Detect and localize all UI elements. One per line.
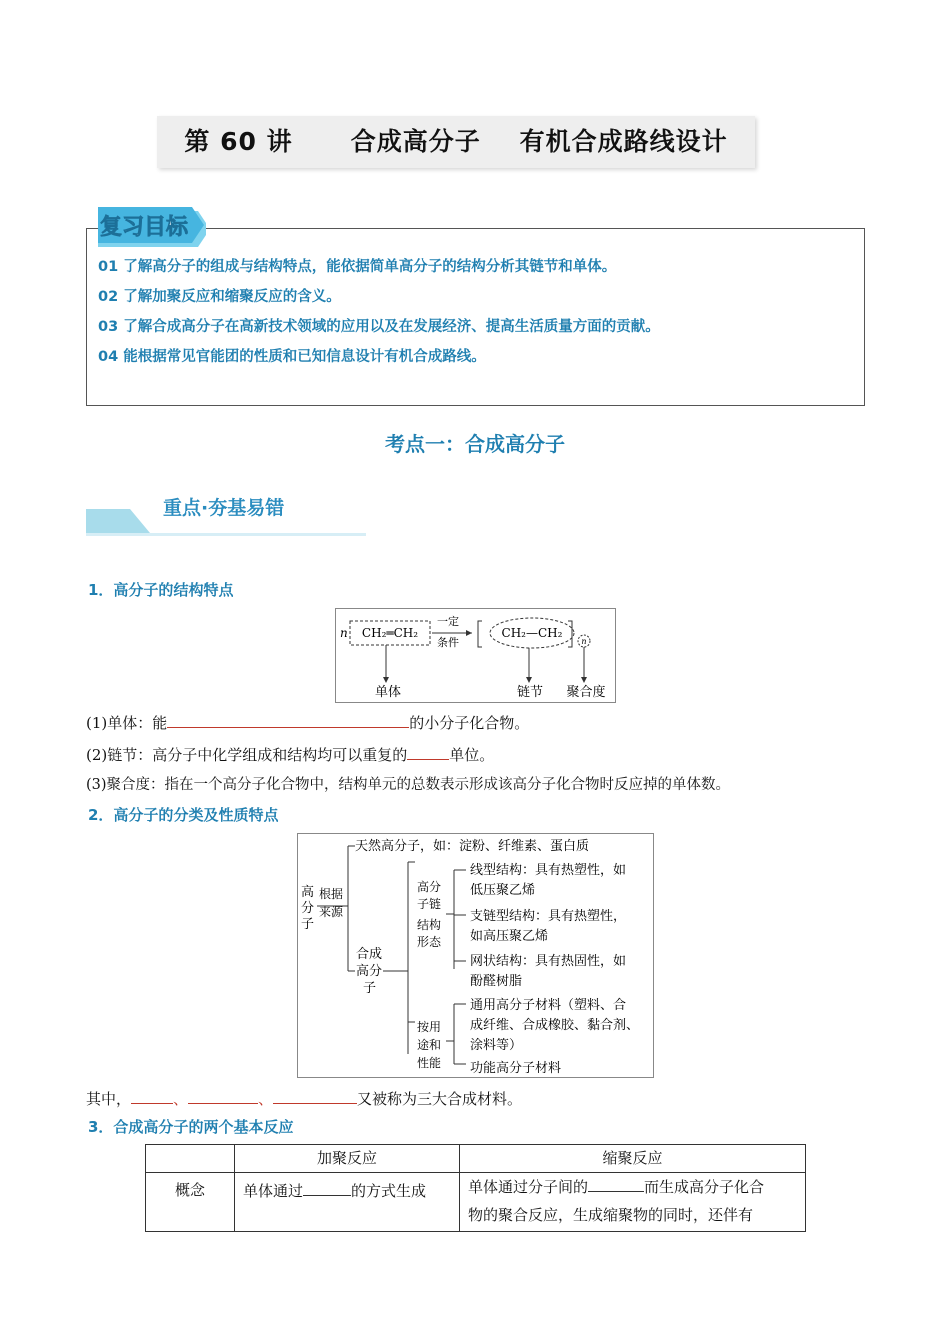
fig-monomer: CH₂═CH₂: [361, 626, 419, 640]
polymer-structure-figure: [335, 608, 616, 703]
tree-root: 高: [301, 885, 315, 900]
tree-use: 按用: [417, 1020, 442, 1034]
svg-text:子: 子: [363, 981, 377, 996]
svg-text:涂料等）: 涂料等）: [470, 1038, 523, 1053]
tree-linear: 线型结构：具有热塑性，如: [470, 863, 627, 878]
fig-label-monomer: 单体: [374, 685, 402, 700]
header-condensation: 缩聚反应: [460, 1145, 806, 1173]
svg-text:酚醛树脂: 酚醛树脂: [470, 974, 523, 989]
answer-blank[interactable]: [273, 1087, 357, 1104]
tree-chain-form: 高分: [417, 880, 442, 894]
svg-text:结构: 结构: [417, 918, 442, 932]
polymer-classification-tree: [297, 833, 654, 1078]
tree-network: 网状结构：具有热固性，如: [470, 954, 627, 969]
banner-title: 重点·夯基易错: [163, 497, 285, 519]
tree-branched: 支链型结构：具有热塑性，: [470, 909, 627, 924]
svg-text:形态: 形态: [417, 935, 442, 949]
objective-item: 03 了解合成高分子在高新技术领域的应用以及在发展经济、提高生活质量方面的贡献。: [98, 319, 660, 335]
reaction-table: [145, 1144, 806, 1232]
fig-cond1: 一定: [437, 615, 459, 628]
objective-item: 01 了解高分子的组成与结构特点，能依据简单高分子的结构分析其链节和单体。: [98, 259, 617, 275]
tree-natural: 天然高分子，如：淀粉、纤维素、蛋白质: [355, 839, 590, 854]
svg-text:性能: 性能: [417, 1056, 442, 1070]
objectives-badge-text: 复习目标: [99, 215, 189, 240]
line-three-materials: 其中， 、 、 又被称为三大合成材料。: [86, 1087, 522, 1109]
svg-text:子链: 子链: [417, 897, 442, 911]
header-addition: 加聚反应: [235, 1145, 460, 1173]
tree-general: 通用高分子材料（塑料、合: [470, 998, 627, 1013]
svg-text:高分: 高分: [356, 964, 383, 979]
objective-item: 02 了解加聚反应和缩聚反应的含义。: [98, 289, 341, 305]
line-degree: (3)聚合度：指在一个高分子化合物中，结构单元的总数表示形成该高分子化合物时反应掉的单体数。: [86, 777, 731, 793]
line-monomer: (1)单体：能 的小分子化合物。: [86, 711, 529, 733]
fig-unit: CH₂—CH₂: [501, 626, 563, 640]
fig-cond2: 条件: [437, 636, 459, 649]
svg-text:途和: 途和: [417, 1038, 442, 1052]
answer-blank[interactable]: [131, 1087, 173, 1104]
page-title: 第 60 讲 合成高分子 有机合成路线设计: [184, 127, 728, 156]
tree-functional: 功能高分子材料: [470, 1061, 562, 1076]
objective-item: 04 能根据常见官能团的性质和已知信息设计有机合成路线。: [98, 349, 486, 365]
svg-text:分: 分: [301, 901, 315, 916]
answer-blank[interactable]: [167, 711, 409, 728]
cell-condensation-concept: 单体通过分子间的 而生成高分子化合 物的聚合反应，生成缩聚物的同时，还伴有: [460, 1173, 806, 1232]
svg-text:来源: 来源: [319, 905, 344, 919]
fig-n: n: [340, 626, 348, 640]
fig-label-degree: 聚合度: [566, 685, 606, 700]
row-label-concept: 概念: [146, 1173, 235, 1232]
objectives-badge: [98, 207, 206, 249]
svg-text:低压聚乙烯: 低压聚乙烯: [470, 883, 536, 898]
answer-blank[interactable]: [588, 1175, 644, 1192]
fig-label-unit: 链节: [516, 685, 544, 700]
heading-reactions: 3．合成高分子的两个基本反应: [88, 1118, 294, 1136]
heading-structure: 1．高分子的结构特点: [88, 581, 234, 599]
line-chain-unit: (2)链节：高分子中化学组成和结构均可以重复的 单位。: [86, 743, 494, 765]
fig-nsub: n: [581, 637, 587, 646]
answer-blank[interactable]: [407, 743, 449, 760]
tree-basis: 根据: [319, 887, 344, 901]
svg-text:如高压聚乙烯: 如高压聚乙烯: [470, 929, 549, 944]
svg-text:成纤维、合成橡胶、黏合剂、: 成纤维、合成橡胶、黏合剂、: [470, 1018, 640, 1033]
cell-addition-concept: 单体通过 的方式生成: [235, 1173, 460, 1232]
svg-text:子: 子: [301, 917, 315, 932]
section-title: 考点一：合成高分子: [385, 432, 565, 456]
answer-blank[interactable]: [188, 1087, 258, 1104]
tree-synthetic: 合成: [356, 947, 383, 962]
answer-blank[interactable]: [303, 1179, 351, 1196]
heading-classification: 2．高分子的分类及性质特点: [88, 806, 279, 824]
